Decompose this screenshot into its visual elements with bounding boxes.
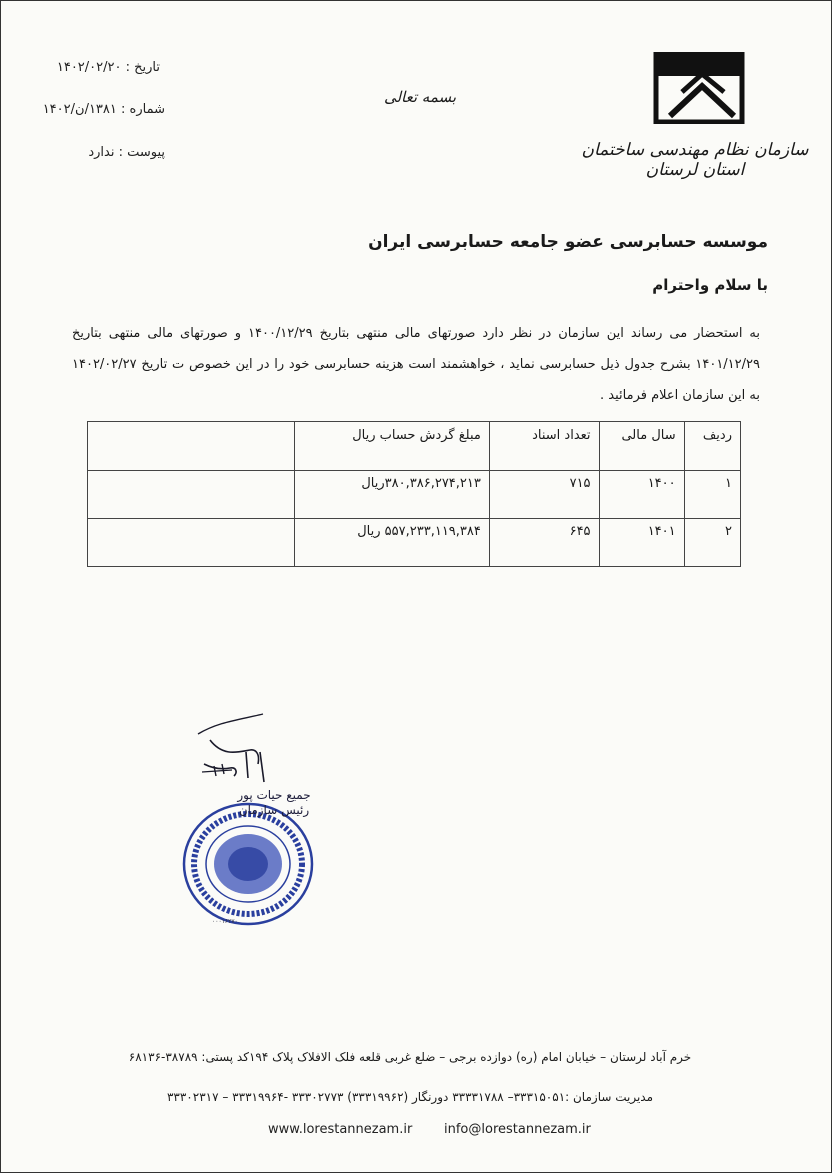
date-line: تاریخ : ۱۴۰۲/۰۲/۲۰ — [56, 60, 160, 75]
website-link[interactable]: www.lorestannezam.ir — [268, 1122, 413, 1137]
header-year: سال مالی — [599, 422, 684, 471]
footer-phones: مدیریت سازمان :۳۳۳۱۵۰۵۱– ۳۳۳۳۱۷۸۸ دورنگار (۳۳۳۱۹۹۶۲) ۳۳۳۰۲۷۷۳ -۳۳۳۱۹۹۶۴ – ۳۳۳۰۲۳۱۷ — [166, 1090, 654, 1104]
stamp-name-line1: جمیع حیات پور — [237, 788, 311, 802]
stamp-name-line2: رئیس سازمان — [238, 803, 310, 817]
greeting: با سلام واحترام — [652, 276, 768, 294]
cell-blank — [88, 519, 295, 567]
number-line: شماره : ۱۳۸۱/ن/۱۴۰۲ — [42, 102, 165, 117]
handwritten-signature-icon — [168, 712, 308, 792]
cell-amount: ۵۵۷,۲۳۳,۱۱۹,۳۸۴ ریال — [295, 519, 490, 567]
letter-body: به استحضار می رساند این سازمان در نظر دارد صورتهای مالی منتهی بتاریخ ۱۴۰۰/۱۲/۲۹ و صورتهای مالی منتهی بتاریخ ۱۴۰۱/۱۲/۲۹ بشرح جدول ذیل حسابرسی نماید ، خواهشمند است هزینه حسابرسی خود را در این خصوص ت تاریخ ۱۴۰۲/۰۲/۲۷ به این سازمان اعلام فرمائید . — [72, 326, 761, 403]
attachment-line: پیوست : ندارد — [88, 145, 165, 160]
header-blank — [88, 422, 295, 471]
audit-table — [87, 421, 741, 567]
cell-documents: ۷۱۵ — [489, 471, 599, 519]
stamp-name — [214, 788, 334, 818]
cell-index: ۲ — [684, 519, 740, 567]
header-amount: مبلغ گردش حساب ریال — [295, 422, 490, 471]
organization-name: سازمان نظام مهندسی ساختمان استان لرستان — [581, 140, 809, 180]
recipient-title: موسسه حسابرسی عضو جامعه حسابرسی ایران — [368, 232, 768, 252]
header-index: ردیف — [684, 422, 740, 471]
header-documents: تعداد اسناد — [489, 422, 599, 471]
table-row — [88, 471, 741, 519]
basmala: بسمه تعالی — [383, 88, 457, 106]
cell-year: ۱۴۰۰ — [599, 471, 684, 519]
email-link[interactable]: info@lorestannezam.ir — [444, 1122, 591, 1137]
stacked-roofs-logo-icon — [652, 52, 746, 124]
table-row — [88, 519, 741, 567]
table-header-row — [88, 422, 741, 471]
cell-documents: ۶۴۵ — [489, 519, 599, 567]
cell-amount: ۳۸۰,۳۸۶,۲۷۴,۲۱۳ریال — [295, 471, 490, 519]
seal-number: ۰۰۰۱۶۲۷۰ — [212, 918, 238, 925]
cell-year: ۱۴۰۱ — [599, 519, 684, 567]
cell-index: ۱ — [684, 471, 740, 519]
footer-address: خرم آباد لرستان – خیابان امام (ره) دوازده برجی – ضلع غربی قلعه فلک الافلاک پلاک ۱۹۴کد پستی: ۳۸۷۸۹-۶۸۱۳۶ — [128, 1050, 692, 1064]
cell-blank — [88, 471, 295, 519]
